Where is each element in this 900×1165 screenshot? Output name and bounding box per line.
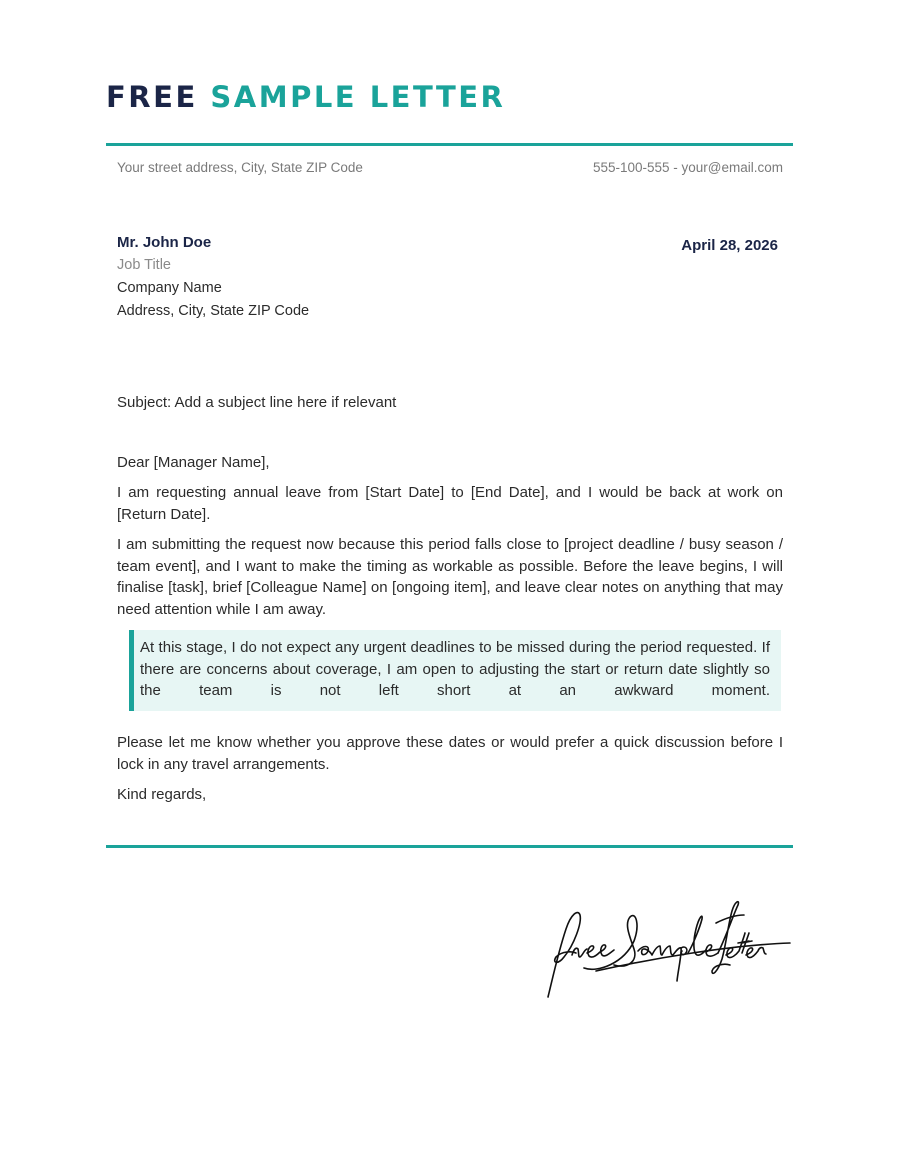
brand-title [106,80,505,114]
recipient-block [117,231,309,323]
salutation: Dear [Manager Name], [117,454,270,471]
subject-line: Subject: Add a subject line here if relevant [117,394,397,411]
body-paragraph-2: I am submitting the request now because this period falls close to [project deadline / busy season / team event], and I want to make the timing as workable as possible. Before the leave begins, I will finalise [task], brief [Colleague Name] on [ongoing item], and leave clear notes on anything that may need attention while I am away. [117,536,783,618]
sender-address: Your street address, City, State ZIP Code [117,160,363,175]
recipient-address: Address, City, State ZIP Code [117,303,310,319]
body-paragraph-3: Please let me know whether you approve these dates or would prefer a quick discussion before I lock in any travel arrangements. [117,734,783,773]
footer-divider [106,845,793,848]
header-divider [106,143,793,146]
brand-word-sample-letter: SAMPLE LETTER [210,80,506,114]
closing-line: Kind regards, [117,786,207,803]
recipient-job-title: Job Title [117,257,171,273]
body-paragraph-1: I am requesting annual leave from [Start Date] to [End Date], and I would be back at work on [Return Date]. [117,484,783,523]
recipient-name: Mr. John Doe [117,234,212,251]
handwritten-signature [540,893,795,1003]
callout-text: At this stage, I do not expect any urgent deadlines to be missed during the period requested. If there are concerns about coverage, I am open to adjusting the start or return date slightly so the team is not left short at an awkward moment. [140,639,770,699]
recipient-company: Company Name [117,280,222,296]
brand-word-free: FREE [106,80,198,114]
callout-box [129,630,781,711]
letter-date: April 28, 2026 [681,237,778,254]
sender-contact: 555-100-555 - your@email.com [592,160,783,175]
